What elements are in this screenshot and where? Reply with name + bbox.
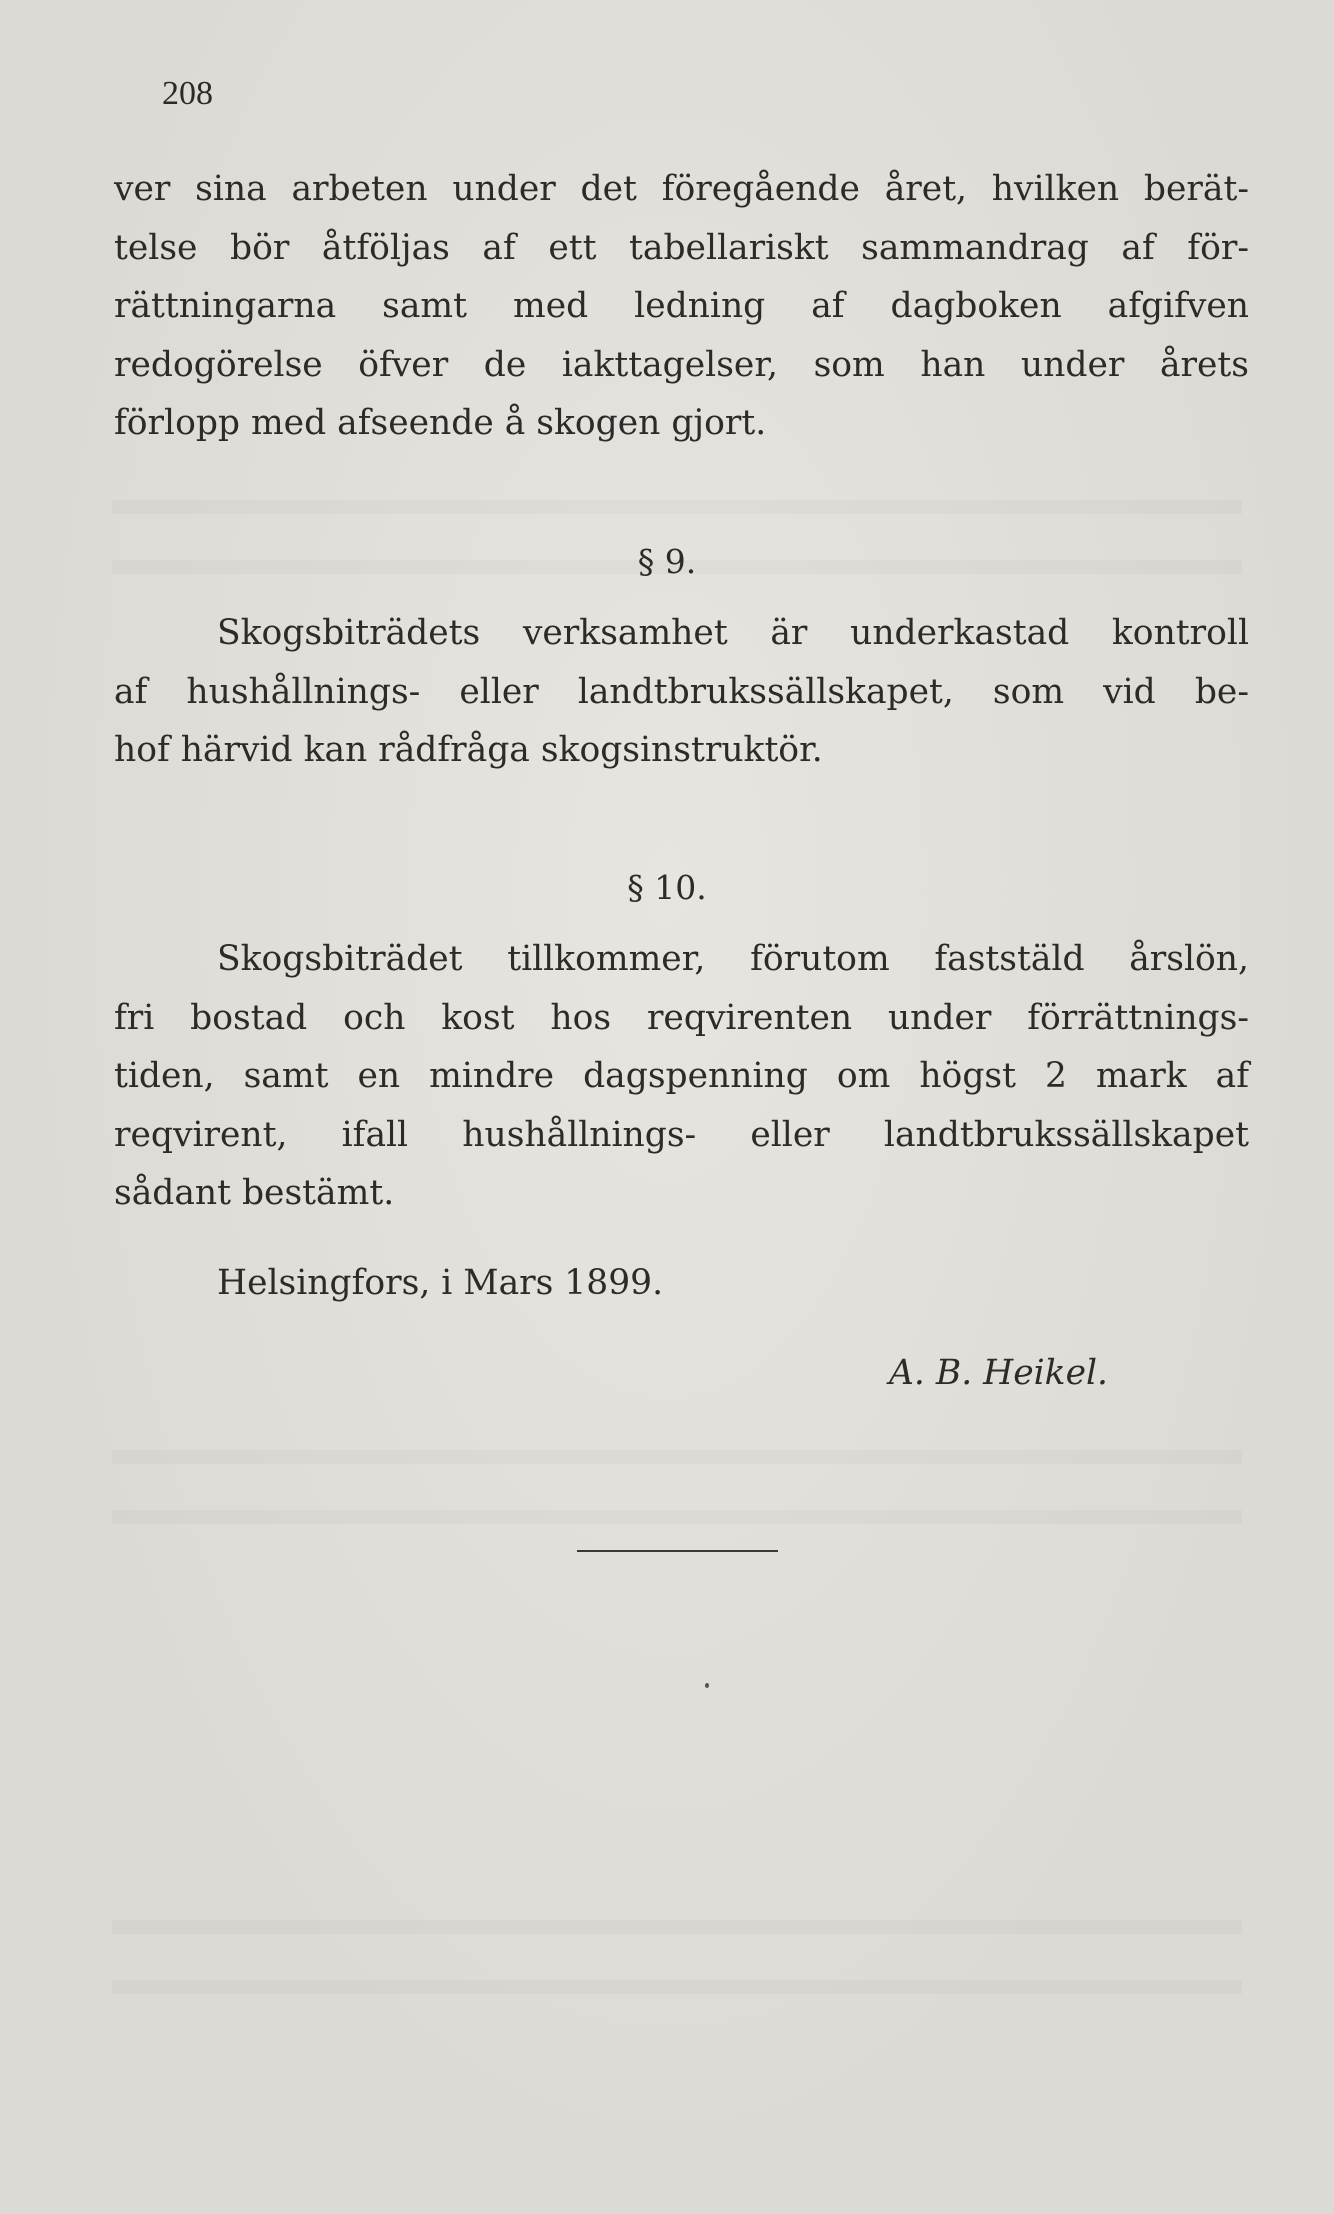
text-line: reqvirent, ifall hushållnings- eller landtbrukssällskapet bbox=[114, 1114, 1249, 1155]
text-line: förlopp med afseende å skogen gjort. bbox=[114, 403, 767, 443]
text-line: af hushållnings- eller landtbrukssällskapet, som vid be- bbox=[114, 671, 1249, 712]
text-line: Skogsbiträdets verksamhet är underkastad kontroll bbox=[217, 613, 1249, 653]
text-line: hof härvid kan rådfråga skogsinstruktör. bbox=[114, 730, 823, 770]
section-10-paragraph bbox=[114, 930, 1249, 1223]
text-line: telse bör åtföljas af ett tabellariskt sammandrag af för- bbox=[114, 227, 1249, 268]
text-line: rättningarna samt med ledning af dagboken afgifven bbox=[114, 286, 1249, 326]
show-through-line bbox=[112, 500, 1242, 514]
ink-speck bbox=[705, 1683, 709, 1688]
closing-rule bbox=[577, 1550, 778, 1552]
section-9-paragraph bbox=[114, 604, 1249, 780]
show-through-line bbox=[112, 1450, 1242, 1464]
place-date: Helsingfors, i Mars 1899. bbox=[217, 1263, 664, 1303]
show-through-line bbox=[112, 1920, 1242, 1934]
show-through-line bbox=[112, 1980, 1242, 1994]
text-line: Skogsbiträdet tillkommer, förutom faststäld årslön, bbox=[217, 939, 1249, 979]
text-line: tiden, samt en mindre dagspenning om högst 2 mark af bbox=[114, 1056, 1249, 1096]
section-10-heading: § 10. bbox=[627, 868, 707, 907]
signature: A. B. Heikel. bbox=[889, 1353, 1108, 1393]
text-line: redogörelse öfver de iakttagelser, som han under årets bbox=[114, 344, 1249, 385]
text-line: sådant bestämt. bbox=[114, 1173, 395, 1213]
section-9-heading: § 9. bbox=[637, 542, 697, 581]
text-line: fri bostad och kost hos reqvirenten under förrättnings- bbox=[114, 997, 1249, 1038]
page-number: 208 bbox=[162, 75, 213, 112]
show-through-line bbox=[112, 1510, 1242, 1524]
text-line: ver sina arbeten under det föregående året, hvilken berät- bbox=[114, 169, 1249, 209]
paragraph-1 bbox=[114, 160, 1249, 453]
